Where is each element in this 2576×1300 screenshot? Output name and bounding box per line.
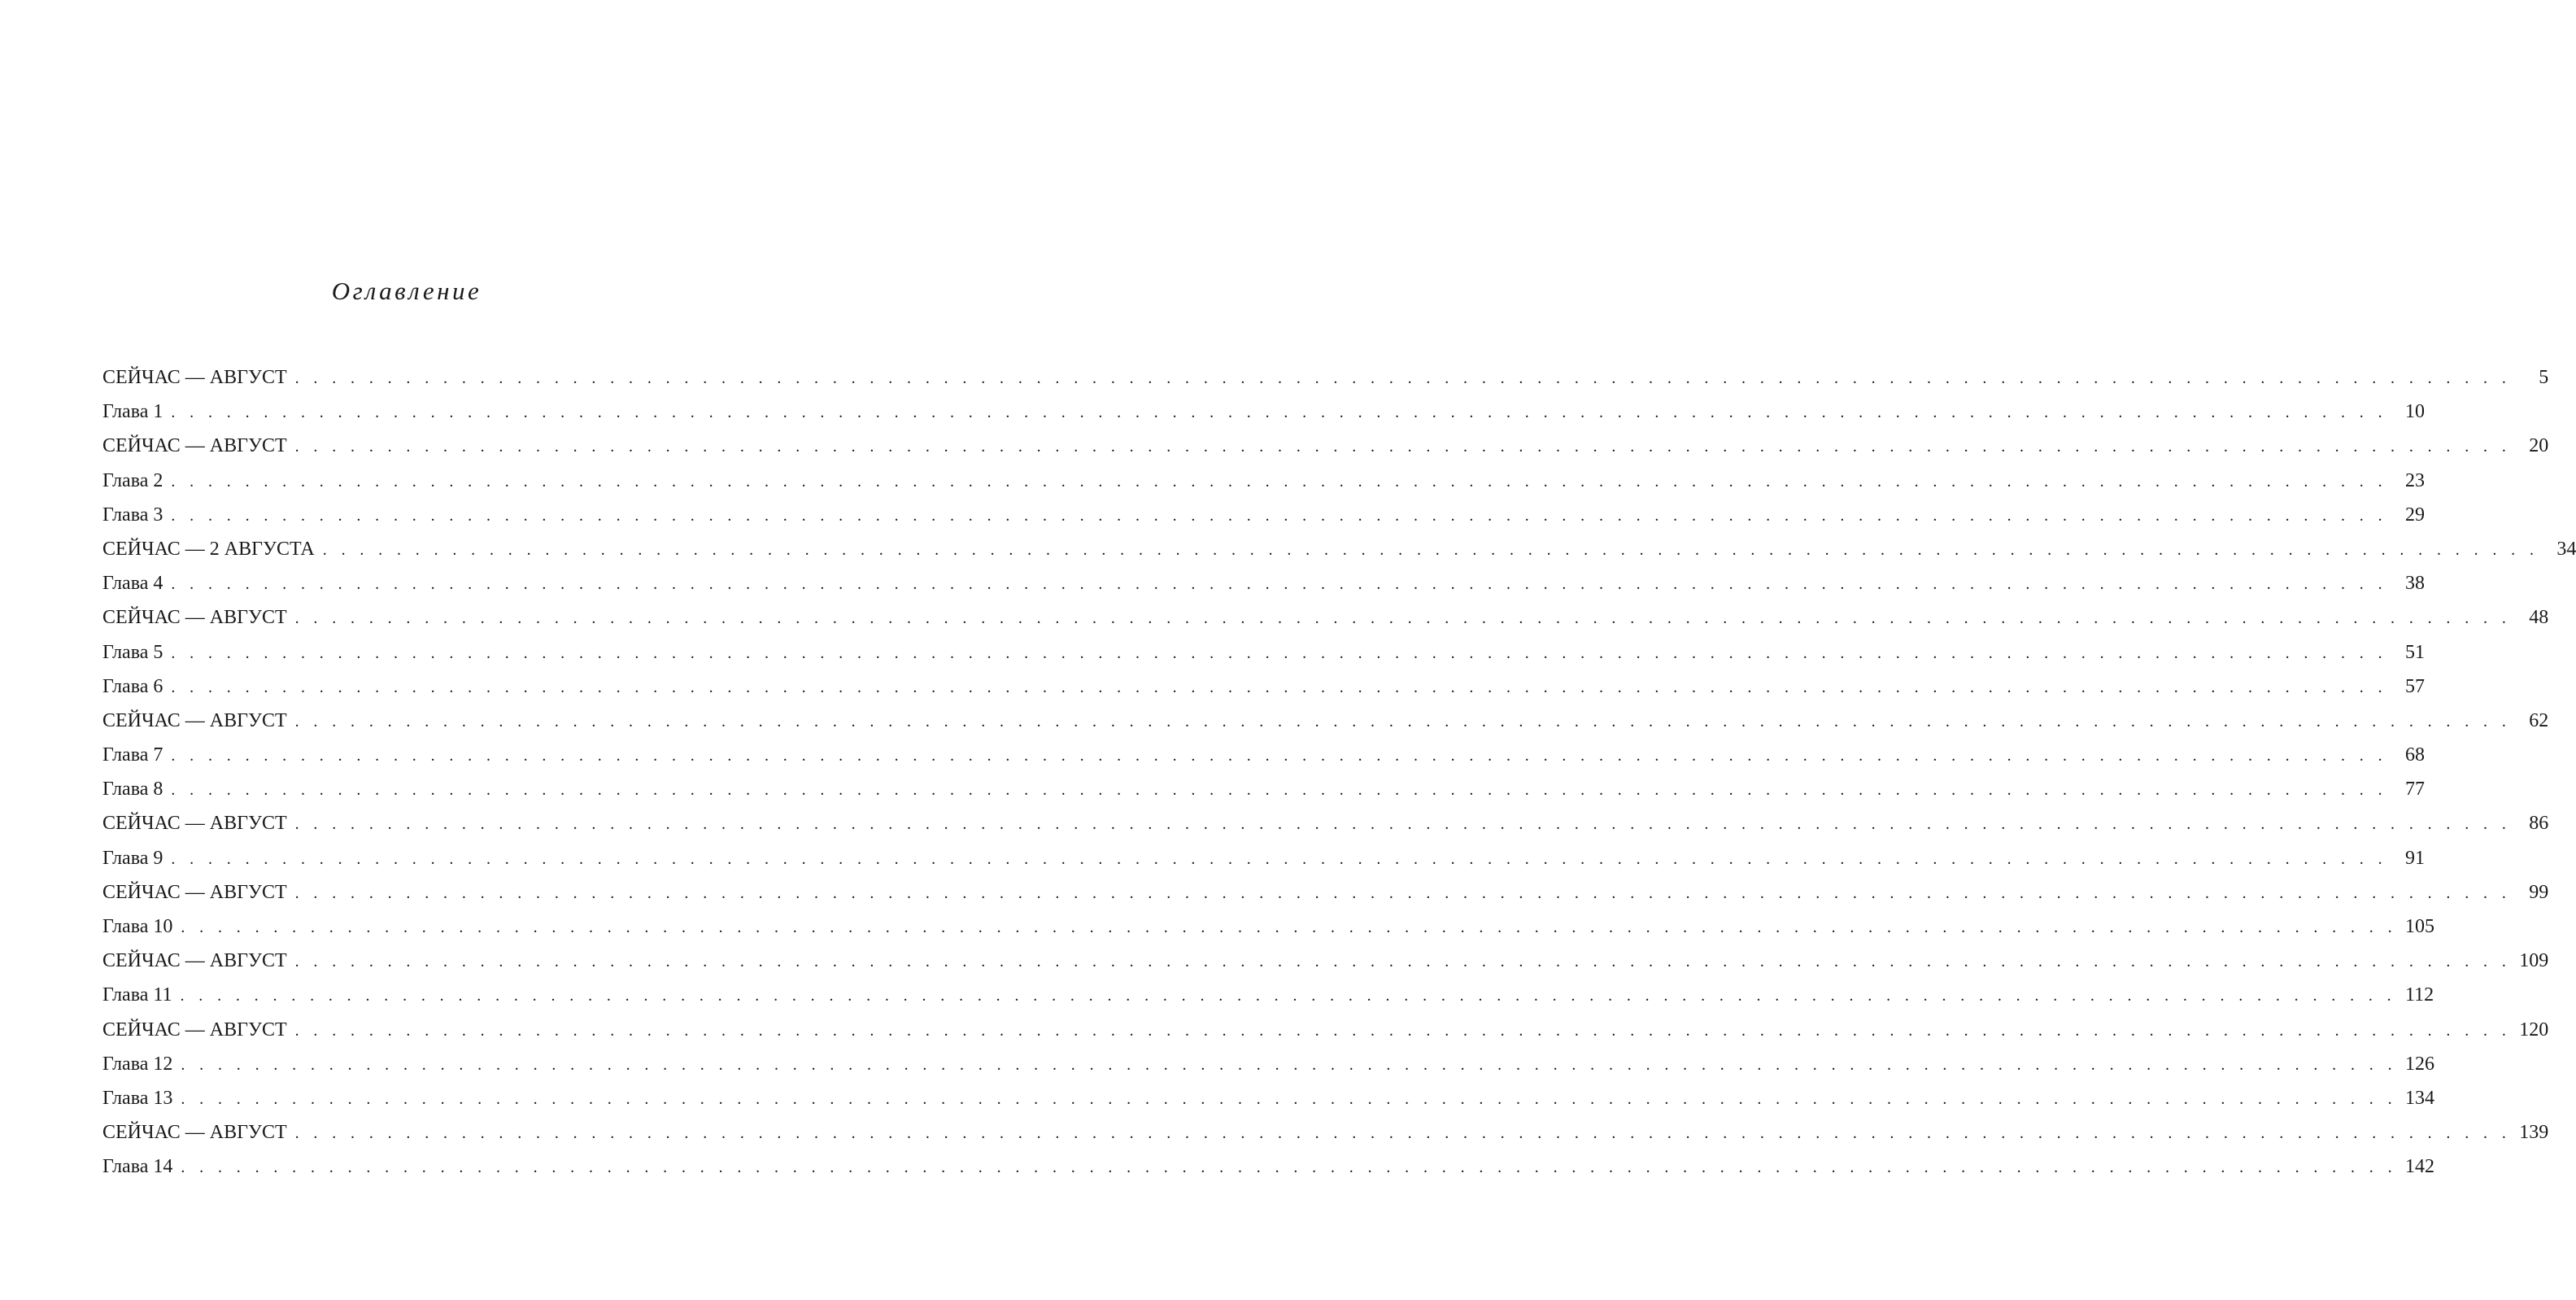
toc-entry-page: 57 (2404, 675, 2425, 697)
toc-entry-page: 86 (2529, 813, 2549, 835)
toc-dot-leader: . . . . . . . . . . . . . . . . . . . . . . . . . . . . . . . . . . . . . . . . . . . . . . . . . . . . . . . . . . . . . . . . . . . . . . . . . . . . . . . . . . . . . . . . . . . . . . . . . . . . . . . . . . . . . . . . . . . . . . . . (171, 506, 2387, 525)
toc-dot-leader: . . . . . . . . . . . . . . . . . . . . . . . . . . . . . . . . . . . . . . . . . . . . . . . . . . . . . . . . . . . . . . . . . . . . . . . . . . . . . . . . . . . . . . . . . . . . . . . . . . . . . . . . . . . . . . . . . . . . . . . . (322, 540, 2539, 559)
toc-entry-label: Глава 6 (102, 675, 163, 697)
toc-dot-leader: . . . . . . . . . . . . . . . . . . . . . . . . . . . . . . . . . . . . . . . . . . . . . . . . . . . . . . . . . . . . . . . . . . . . . . . . . . . . . . . . . . . . . . . . . . . . . . . . . . . . . . . . . . . . . . . . . . . . . . . . (294, 883, 2512, 902)
toc-title: Оглавление (331, 277, 482, 305)
toc-entry-page: 68 (2404, 744, 2425, 766)
toc-entry-label: СЕЙЧАС — АВГУСТ (102, 607, 287, 629)
toc-entry-page: 23 (2404, 469, 2425, 491)
toc-entry-label: Глава 3 (102, 504, 163, 526)
toc-entry-page: 51 (2404, 641, 2425, 663)
toc-entry-label: СЕЙЧАС — 2 АВГУСТА (102, 538, 315, 560)
toc-entry-label: Глава 1 (102, 401, 163, 423)
toc-entry-page: 99 (2529, 881, 2549, 903)
toc-dot-leader: . . . . . . . . . . . . . . . . . . . . . . . . . . . . . . . . . . . . . . . . . . . . . . . . . . . . . . . . . . . . . . . . . . . . . . . . . . . . . . . . . . . . . . . . . . . . . . . . . . . . . . . . . . . . . . . . . . . . . . . . (294, 1021, 2512, 1040)
toc-entry-page: 77 (2404, 779, 2425, 801)
toc-dot-leader: . . . . . . . . . . . . . . . . . . . . . . . . . . . . . . . . . . . . . . . . . . . . . . . . . . . . . . . . . . . . . . . . . . . . . . . . . . . . . . . . . . . . . . . . . . . . . . . . . . . . . . . . . . . . . . . . . . . . . . . . (171, 472, 2387, 491)
toc-entry-label: Глава 9 (102, 847, 163, 869)
toc-dot-leader: . . . . . . . . . . . . . . . . . . . . . . . . . . . . . . . . . . . . . . . . . . . . . . . . . . . . . . . . . . . . . . . . . . . . . . . . . . . . . . . . . . . . . . . . . . . . . . . . . . . . . . . . . . . . . . . . . . . . . . . . (294, 815, 2512, 834)
toc-entry (102, 806, 2549, 840)
toc-entry-label: СЕЙЧАС — АВГУСТ (102, 1122, 287, 1144)
toc-entry-page: 134 (2404, 1087, 2434, 1109)
toc-entry-page: 20 (2529, 435, 2549, 457)
toc-entry-page: 120 (2519, 1019, 2549, 1040)
toc-entry-page: 109 (2519, 950, 2549, 972)
toc-dot-leader: . . . . . . . . . . . . . . . . . . . . . . . . . . . . . . . . . . . . . . . . . . . . . . . . . . . . . . . . . . . . . . . . . . . . . . . . . . . . . . . . . . . . . . . . . . . . . . . . . . . . . . . . . . . . . . . . . . . . . . . . (171, 849, 2387, 868)
toc-entry (102, 1081, 2434, 1115)
toc-list (102, 360, 2576, 1184)
toc-entry (102, 738, 2425, 772)
toc-entry-page: 48 (2529, 607, 2549, 629)
toc-entry (102, 1149, 2434, 1184)
toc-entry-label: СЕЙЧАС — АВГУСТ (102, 367, 287, 388)
toc-entry (102, 841, 2425, 875)
toc-dot-leader: . . . . . . . . . . . . . . . . . . . . . . . . . . . . . . . . . . . . . . . . . . . . . . . . . . . . . . . . . . . . . . . . . . . . . . . . . . . . . . . . . . . . . . . . . . . . . . . . . . . . . . . . . . . . . . . . . . . . . . . . (294, 1124, 2512, 1143)
toc-entry (102, 944, 2549, 978)
toc-entry-label: Глава 12 (102, 1053, 173, 1075)
toc-entry (102, 464, 2425, 498)
toc-entry-label: СЕЙЧАС — АВГУСТ (102, 813, 287, 835)
toc-entry (102, 635, 2425, 670)
toc-entry (102, 600, 2549, 635)
toc-dot-leader: . . . . . . . . . . . . . . . . . . . . . . . . . . . . . . . . . . . . . . . . . . . . . . . . . . . . . . . . . . . . . . . . . . . . . . . . . . . . . . . . . . . . . . . . . . . . . . . . . . . . . . . . . . . . . . . . . . . . . . . . (181, 1089, 2397, 1108)
toc-entry-label: СЕЙЧАС — АВГУСТ (102, 1019, 287, 1040)
toc-entry-page: 29 (2404, 504, 2425, 526)
toc-entry-label: Глава 5 (102, 641, 163, 663)
toc-entry (102, 395, 2425, 429)
toc-dot-leader: . . . . . . . . . . . . . . . . . . . . . . . . . . . . . . . . . . . . . . . . . . . . . . . . . . . . . . . . . . . . . . . . . . . . . . . . . . . . . . . . . . . . . . . . . . . . . . . . . . . . . . . . . . . . . . . . . . . . . . . . (171, 781, 2387, 800)
toc-dot-leader: . . . . . . . . . . . . . . . . . . . . . . . . . . . . . . . . . . . . . . . . . . . . . . . . . . . . . . . . . . . . . . . . . . . . . . . . . . . . . . . . . . . . . . . . . . . . . . . . . . . . . . . . . . . . . . . . . . . . . . . . (171, 404, 2387, 422)
toc-dot-leader: . . . . . . . . . . . . . . . . . . . . . . . . . . . . . . . . . . . . . . . . . . . . . . . . . . . . . . . . . . . . . . . . . . . . . . . . . . . . . . . . . . . . . . . . . . . . . . . . . . . . . . . . . . . . . . . . . . . . . . . . (181, 1055, 2397, 1074)
toc-entry-label: СЕЙЧАС — АВГУСТ (102, 950, 287, 972)
toc-entry-page: 112 (2404, 984, 2434, 1006)
toc-entry-page: 62 (2529, 709, 2549, 731)
toc-entry-page: 10 (2404, 401, 2425, 423)
toc-entry-page: 34 (2556, 538, 2576, 560)
toc-entry (102, 875, 2549, 910)
toc-entry-label: Глава 10 (102, 916, 173, 937)
toc-dot-leader: . . . . . . . . . . . . . . . . . . . . . . . . . . . . . . . . . . . . . . . . . . . . . . . . . . . . . . . . . . . . . . . . . . . . . . . . . . . . . . . . . . . . . . . . . . . . . . . . . . . . . . . . . . . . . . . . . . . . . . . . (181, 1158, 2397, 1177)
toc-dot-leader: . . . . . . . . . . . . . . . . . . . . . . . . . . . . . . . . . . . . . . . . . . . . . . . . . . . . . . . . . . . . . . . . . . . . . . . . . . . . . . . . . . . . . . . . . . . . . . . . . . . . . . . . . . . . . . . . . . . . . . . . (171, 643, 2387, 662)
toc-entry-label: Глава 2 (102, 469, 163, 491)
toc-entry-label: Глава 11 (102, 984, 172, 1006)
toc-entry-page: 38 (2404, 573, 2425, 595)
toc-entry-label: СЕЙЧАС — АВГУСТ (102, 435, 287, 457)
toc-entry (102, 360, 2549, 395)
toc-dot-leader: . . . . . . . . . . . . . . . . . . . . . . . . . . . . . . . . . . . . . . . . . . . . . . . . . . . . . . . . . . . . . . . . . . . . . . . . . . . . . . . . . . . . . . . . . . . . . . . . . . . . . . . . . . . . . . . . . . . . . . . . (294, 609, 2512, 628)
toc-entry (102, 704, 2549, 738)
toc-entry-page: 139 (2519, 1122, 2549, 1144)
toc-dot-leader: . . . . . . . . . . . . . . . . . . . . . . . . . . . . . . . . . . . . . . . . . . . . . . . . . . . . . . . . . . . . . . . . . . . . . . . . . . . . . . . . . . . . . . . . . . . . . . . . . . . . . . . . . . . . . . . . . . . . . . . . (181, 918, 2397, 936)
toc-entry (102, 498, 2425, 532)
toc-entry-page: 142 (2404, 1156, 2434, 1178)
toc-entry-page: 5 (2539, 367, 2549, 388)
toc-entry (102, 978, 2434, 1012)
toc-entry-label: Глава 13 (102, 1087, 173, 1109)
toc-entry-label: СЕЙЧАС — АВГУСТ (102, 881, 287, 903)
toc-entry (102, 1115, 2549, 1149)
toc-entry (102, 532, 2576, 566)
toc-entry-page: 105 (2404, 916, 2434, 937)
toc-entry (102, 910, 2434, 944)
toc-dot-leader: . . . . . . . . . . . . . . . . . . . . . . . . . . . . . . . . . . . . . . . . . . . . . . . . . . . . . . . . . . . . . . . . . . . . . . . . . . . . . . . . . . . . . . . . . . . . . . . . . . . . . . . . . . . . . . . . . . . . . . . . (171, 575, 2387, 594)
toc-dot-leader: . . . . . . . . . . . . . . . . . . . . . . . . . . . . . . . . . . . . . . . . . . . . . . . . . . . . . . . . . . . . . . . . . . . . . . . . . . . . . . . . . . . . . . . . . . . . . . . . . . . . . . . . . . . . . . . . . . . . . . . . (171, 678, 2387, 696)
toc-dot-leader: . . . . . . . . . . . . . . . . . . . . . . . . . . . . . . . . . . . . . . . . . . . . . . . . . . . . . . . . . . . . . . . . . . . . . . . . . . . . . . . . . . . . . . . . . . . . . . . . . . . . . . . . . . . . . . . . . . . . . . . . (294, 369, 2512, 387)
toc-dot-leader: . . . . . . . . . . . . . . . . . . . . . . . . . . . . . . . . . . . . . . . . . . . . . . . . . . . . . . . . . . . . . . . . . . . . . . . . . . . . . . . . . . . . . . . . . . . . . . . . . . . . . . . . . . . . . . . . . . . . . . . . (294, 712, 2512, 731)
toc-entry-label: Глава 8 (102, 779, 163, 801)
toc-dot-leader: . . . . . . . . . . . . . . . . . . . . . . . . . . . . . . . . . . . . . . . . . . . . . . . . . . . . . . . . . . . . . . . . . . . . . . . . . . . . . . . . . . . . . . . . . . . . . . . . . . . . . . . . . . . . . . . . . . . . . . . . (294, 953, 2512, 971)
toc-entry-page: 126 (2404, 1053, 2434, 1075)
toc-dot-leader: . . . . . . . . . . . . . . . . . . . . . . . . . . . . . . . . . . . . . . . . . . . . . . . . . . . . . . . . . . . . . . . . . . . . . . . . . . . . . . . . . . . . . . . . . . . . . . . . . . . . . . . . . . . . . . . . . . . . . . . . (171, 747, 2387, 766)
toc-entry-label: Глава 7 (102, 744, 163, 766)
toc-dot-leader: . . . . . . . . . . . . . . . . . . . . . . . . . . . . . . . . . . . . . . . . . . . . . . . . . . . . . . . . . . . . . . . . . . . . . . . . . . . . . . . . . . . . . . . . . . . . . . . . . . . . . . . . . . . . . . . . . . . . . . . . (294, 438, 2512, 456)
toc-entry-label: Глава 4 (102, 573, 163, 595)
toc-entry (102, 772, 2425, 806)
toc-entry-page: 91 (2404, 847, 2425, 869)
toc-entry (102, 1013, 2549, 1047)
toc-entry-label: Глава 14 (102, 1156, 173, 1178)
toc-entry (102, 670, 2425, 704)
toc-entry (102, 429, 2549, 463)
toc-entry (102, 566, 2425, 600)
toc-entry-label: СЕЙЧАС — АВГУСТ (102, 709, 287, 731)
toc-dot-leader: . . . . . . . . . . . . . . . . . . . . . . . . . . . . . . . . . . . . . . . . . . . . . . . . . . . . . . . . . . . . . . . . . . . . . . . . . . . . . . . . . . . . . . . . . . . . . . . . . . . . . . . . . . . . . . . . . . . . . . . . (180, 987, 2397, 1006)
toc-entry (102, 1047, 2434, 1081)
